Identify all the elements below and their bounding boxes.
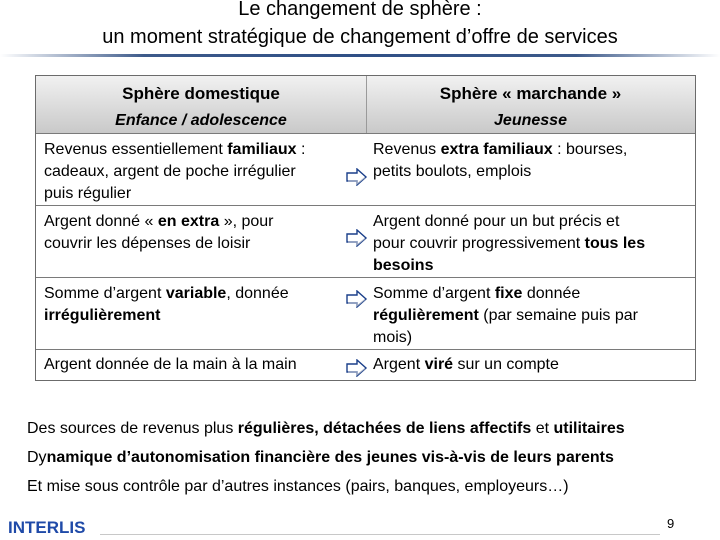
right-arrow-icon [346, 229, 368, 247]
row-left-cell: Revenus essentiellement familiaux : cadeaux, argent de poche irrégulier puis régulier [44, 141, 306, 202]
title-divider [0, 54, 720, 57]
table-row [36, 278, 695, 350]
table-row [36, 206, 695, 278]
row-right-cell: Somme d’argent fixe donnée régulièrement (par semaine puis par mois) [373, 285, 638, 346]
column-header-market [366, 76, 695, 133]
table-row [36, 350, 695, 380]
column-header-subtitle: Enfance / adolescence [115, 112, 287, 129]
slide-title-line-2: un moment stratégique de changement d’offre de services [102, 26, 618, 48]
row-right-cell: Revenus extra familiaux : bourses, petits boulots, emplois [373, 141, 628, 180]
summary-line-1: Des sources de revenus plus régulières, détachées de liens affectifs et utilitaires [27, 420, 625, 437]
header-divider [366, 76, 367, 133]
column-header-subtitle: Jeunesse [494, 112, 567, 129]
row-right-cell: Argent viré sur un compte [373, 356, 559, 373]
column-header-title: Sphère « marchande » [439, 84, 622, 103]
summary-line-3: Et mise sous contrôle par d’autres instances (pairs, banques, employeurs…) [27, 478, 569, 495]
right-arrow-icon [346, 359, 368, 377]
comparison-table [35, 75, 696, 381]
right-arrow-icon [346, 290, 368, 308]
column-header-domestic [36, 76, 366, 133]
interlis-logo: INTERLIS [8, 518, 86, 537]
summary-line-2: Dynamique d’autonomisation financière des jeunes vis-à-vis de leurs parents [27, 449, 614, 466]
footer-divider [100, 534, 660, 535]
row-left-cell: Argent donnée de la main à la main [44, 356, 297, 373]
page-number: 9 [667, 516, 675, 531]
table-row [36, 134, 695, 206]
slide-title-line-1: Le changement de sphère : [238, 0, 482, 20]
right-arrow-icon [346, 168, 368, 186]
column-header-title: Sphère domestique [122, 84, 280, 103]
row-left-cell: Argent donné « en extra », pour couvrir les dépenses de loisir [44, 213, 274, 252]
row-left-cell: Somme d’argent variable, donnée irrégulièrement [44, 285, 289, 324]
row-right-cell: Argent donné pour un but précis et pour couvrir progressivement tous les besoins [373, 213, 646, 274]
